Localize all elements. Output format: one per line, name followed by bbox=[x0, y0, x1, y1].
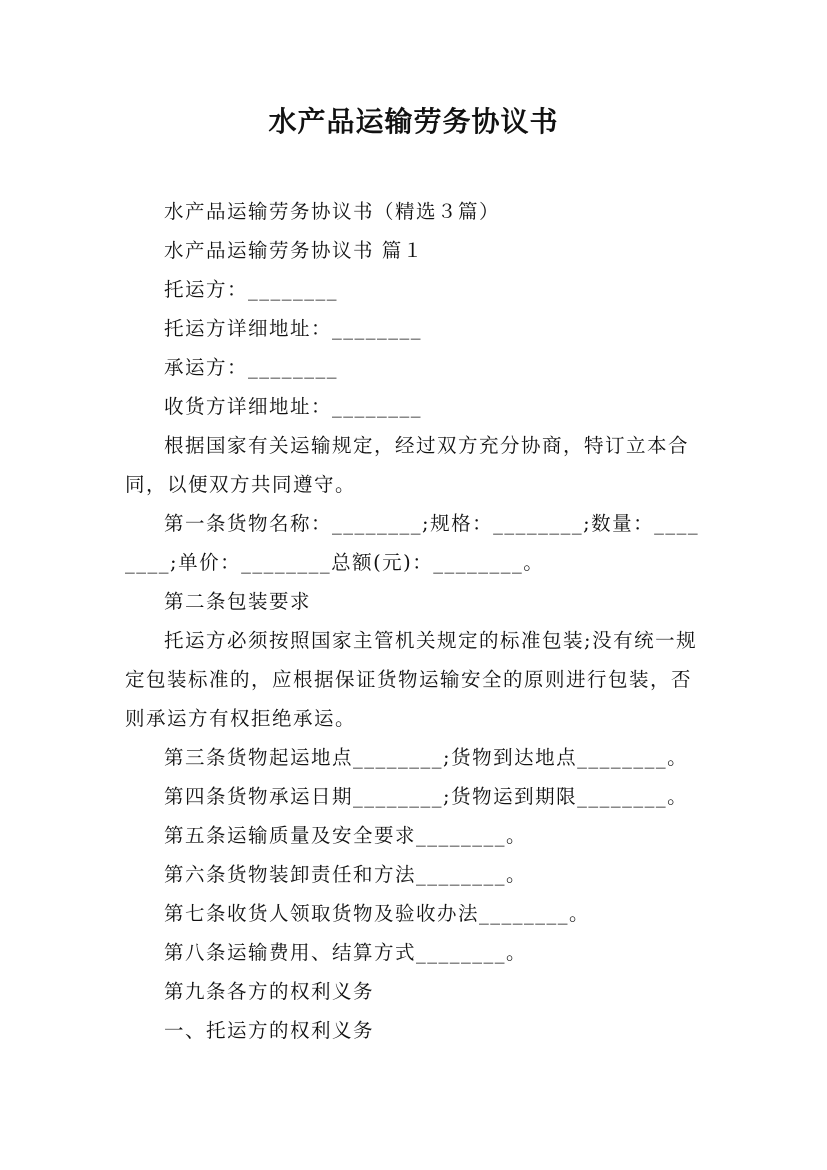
paragraph-consignee-address: 收货方详细地址：________ bbox=[164, 395, 423, 418]
paragraph-packaging: 托运方必须按照国家主管机关规定的标准包装;没有统一规定包装标准的，应根据保证货物运输安全的原则进行包装，否则承运方有权拒绝承运。 bbox=[125, 629, 698, 730]
paragraph-carrier: 承运方：________ bbox=[164, 356, 339, 379]
paragraph-article-3: 第三条货物起运地点________;货物到达地点________。 bbox=[164, 746, 689, 769]
paragraph-article-7: 第七条收货人领取货物及验收办法________。 bbox=[164, 902, 591, 925]
paragraph-article-1: 第一条货物名称：________;规格：________;数量：________;单价：________总额(元)：________。 bbox=[125, 512, 700, 574]
paragraph-article-6: 第六条货物装卸责任和方法________。 bbox=[164, 863, 528, 886]
paragraph-article-5: 第五条运输质量及安全要求________。 bbox=[164, 824, 528, 847]
paragraph-shipper-rights: 一、托运方的权利义务 bbox=[164, 1019, 375, 1042]
paragraph-article-8: 第八条运输费用、结算方式________。 bbox=[164, 941, 528, 964]
paragraph-article-9: 第九条各方的权利义务 bbox=[164, 980, 375, 1003]
paragraph-article-4: 第四条货物承运日期________;货物运到期限________。 bbox=[164, 785, 689, 808]
paragraph-article-2: 第二条包装要求 bbox=[164, 590, 312, 613]
paragraph-shipper-address: 托运方详细地址：________ bbox=[164, 317, 423, 340]
paragraph-preamble: 根据国家有关运输规定，经过双方充分协商，特订立本合同，以便双方共同遵守。 bbox=[125, 434, 690, 496]
document-body bbox=[125, 192, 705, 1050]
document-title: 水产品运输劳务协议书 bbox=[268, 105, 559, 138]
paragraph-shipper: 托运方：________ bbox=[164, 278, 339, 301]
paragraph-section-heading: 水产品运输劳务协议书 篇１ bbox=[164, 239, 424, 262]
paragraph-subtitle: 水产品运输劳务协议书（精选３篇） bbox=[164, 200, 501, 223]
